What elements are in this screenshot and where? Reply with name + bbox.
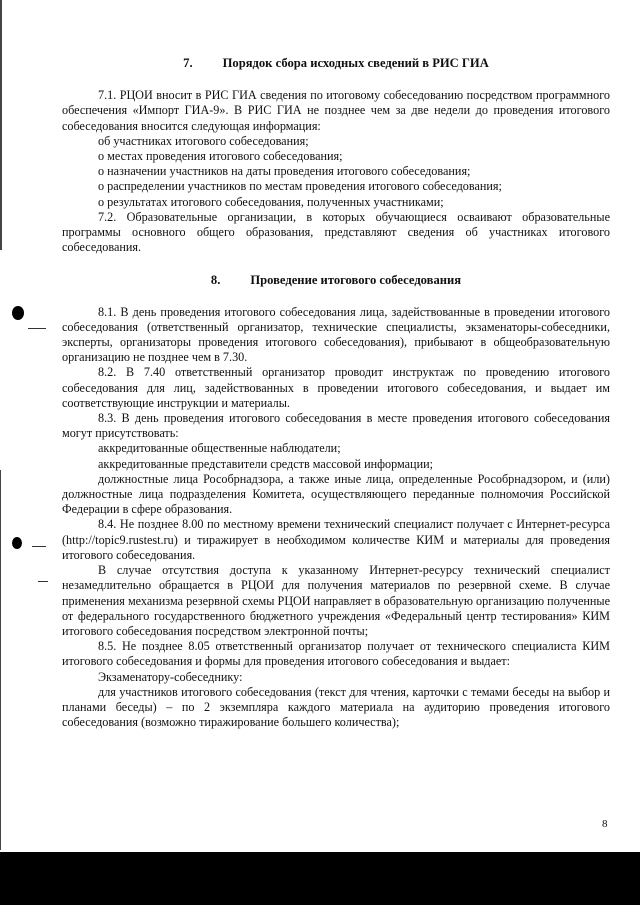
document-body [62,56,610,730]
list-item: о назначении участников на даты проведения итогового собеседования; [98,164,471,179]
paragraph-8-5-subheading: Экзаменатору-собеседнику: [98,669,243,684]
section-7-title: Порядок сбора исходных сведений в РИС ГИА [222,56,489,70]
paragraph-8-1: 8.1. В день проведения итогового собеседования лица, задействованные в проведении итогового собеседования (ответственный организатор, технические специалисты, экзаменаторы-собеседники, эксперты, организаторы проведения итогового собеседования), прибывают в общеобразовательную организацию не позднее чем в 7.30. [62,304,610,365]
paragraph-8-2: 8.2. В 7.40 ответственный организатор проводит инструктаж по проведению итогового собеседования для лиц, задействованных в проведении итогового собеседования, и выдает им соответствующие инструкции и материалы. [62,365,610,410]
scan-edge-line [0,470,1,850]
list-item: аккредитованные общественные наблюдатели; [98,441,341,456]
list-item: аккредитованные представители средств массовой информации; [98,456,434,471]
list-item: об участниках итогового собеседования; [98,133,309,148]
scan-edge-line [0,0,2,250]
paragraph-8-5: 8.5. Не позднее 8.05 ответственный организатор получает от технического специалиста КИМ итогового собеседования и формы для проведения итогового собеседования и выдает: [62,639,610,669]
scan-dash-mark [32,546,46,547]
list-item: о местах проведения итогового собеседования; [98,149,343,164]
paragraph-7-1: 7.1. РЦОИ вносит в РИС ГИА сведения по итоговому собеседованию посредством программного обеспечения «Импорт ГИА-9». В РИС ГИА не позднее чем за две недели до проведения итогового собеседования вносится следующая информация: [62,88,610,133]
scan-dash-mark [38,581,48,582]
list-item: о распределении участников по местам проведения итогового собеседования; [98,179,502,194]
paragraph-8-3: 8.3. В день проведения итогового собеседования в месте проведения итогового собеседования могут присутствовать: [62,411,610,441]
section-8-heading [62,273,610,288]
scan-bottom-border [0,852,640,905]
paragraph-8-4-reserve: В случае отсутствия доступа к указанному Интернет-ресурсу технический специалист незамедлительно обращается в РЦОИ для получения материалов по резервной схеме. В случае применения механизма резервной схемы РЦОИ направляет в образовательную организацию полученные от федерального государственного бюджетного учреждения «Федеральный центр тестирования» КИМ итогового собеседования посредством электронной почты; [62,563,610,638]
list-item: о результатах итогового собеседования, полученных участниками; [98,194,444,209]
punch-hole-mark [12,306,24,320]
paragraph-8-5-text: для участников итогового собеседования (текст для чтения, карточки с темами беседы на выбор и планами беседы) – по 2 экземпляра каждого материала на аудиторию проведения итогового собеседования (возможно тиражирование большего количества); [62,684,610,730]
paragraph-8-3-officials: должностные лица Рособрнадзора, а также иные лица, определенные Рособрнадзором, и (или) должностные лица подразделения Комитета, осуществляющего переданные полномочия Российской Федерации в сфере образования. [62,471,610,517]
section-8-number: 8. [210,273,221,288]
page-number: 8 [602,818,608,830]
section-7-heading [62,56,610,71]
paragraph-7-2: 7.2. Образовательные организации, в которых обучающиеся осваивают образовательные программы основного общего образования, представляют сведения об участниках итогового собеседования. [62,209,610,255]
punch-hole-mark [12,537,22,549]
section-8-title: Проведение итогового собеседования [250,273,462,288]
section-7-number: 7. [183,56,193,70]
paragraph-8-4: 8.4. Не позднее 8.00 по местному времени технический специалист получает с Интернет-ресурса (http://topic9.rustest.ru) и тиражирует в необходимом количестве КИМ и материалы для проведения итогового собеседования. [62,517,610,562]
scan-dash-mark [28,328,46,329]
